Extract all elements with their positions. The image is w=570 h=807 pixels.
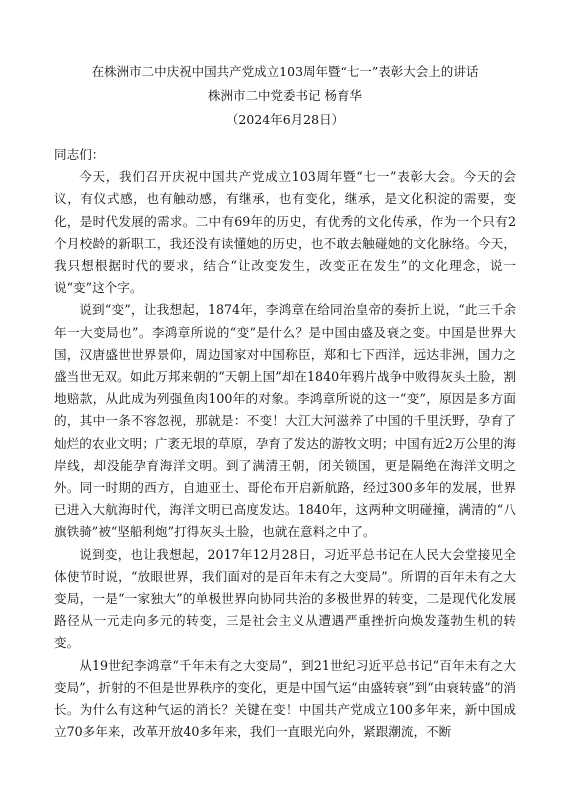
salutation: 同志们： <box>54 147 105 162</box>
speech-title: 在株洲市二中庆祝中国共产党成立103周年暨“七一”表彰大会上的讲话 <box>91 64 479 79</box>
paragraph: 从19世纪李鸿章“千年未有之大变局”，到21世纪习近平总书记“百年未有之大变局”，折射的不但是世界秩序的变化，更是中国气运“由盛转衰”到“由衰转盛”的消长。为什么有这种气运的消长？关键在变！中国共产党成立100多年来，新中国成立70多年来，改革开放40多年来，我们一直眼光向外，紧跟潮流，不断 <box>54 657 516 740</box>
paragraph: 今天，我们召开庆祝中国共产党成立103周年暨“七一”表彰大会。今天的会议，有仪式感，也有触动感，有继承，也有变化，继承，是文化积淀的需要，变化，是时代发展的需求。二中有69年的历史，有优秀的文化传承，作为一个只有2个月校龄的新职工，我还没有读懂她的历史，也不敢去触碰她的文化脉络。今天，我只想根据时代的要求，结合“让改变发生，改变正在发生”的文化理念，说一说“变”这个字。 <box>54 169 516 296</box>
paragraph: 说到“变”，让我想起，1874年，李鸿章在给同治皇帝的奏折上说，“此三千余年一大变局也”。李鸿章所说的“变”是什么？是中国由盛及衰之变。中国是世界大国，汉唐盛世世界景仰，周边国家对中国称臣，郑和七下西洋，远达非洲，国力之盛当世无双。如此万邦来朝的“天朝上国”却在1840年鸦片战争中败得灰头土脸，割地赔款，从此成为列强鱼肉100年的对象。李鸿章所说的这一“变”，原因是多方面的，其中一条不容忽视，那就是：不变！大江大河滋养了中国的千里沃野，孕育了灿烂的农业文明；广袤无垠的草原，孕育了发达的游牧文明；中国有近2万公里的海岸线，却没能孕育海洋文明。到了满清王朝，闭关锁国，更是隔绝在海洋文明之外。同一时期的西方，自迪亚士、哥伦布开启新航路，经过300多年的发展，世界已进入大航海时代，海洋文明已高度发达。1840年，这两种文明碰撞，满清的“八旗铁骑”被“坚船利炮”打得灰头土脸，也就在意料之中了。 <box>54 302 516 540</box>
speech-date: （2024年6月28日） <box>225 112 345 127</box>
speaker-line: 株洲市二中党委书记 杨育华 <box>208 88 362 103</box>
paragraph: 说到变，也让我想起，2017年12月28日，习近平总书记在人民大会堂接见全体使节时说，“放眼世界，我们面对的是百年未有之大变局”。所谓的百年未有之大变局，一是“一家独大”的单极世界向协同共治的多极世界的转变，二是现代化发展路径从一元走向多元的转变，三是社会主义从遭遇严重挫折向焕发蓬勃生机的转变。 <box>54 546 516 651</box>
speech-header <box>0 60 570 132</box>
speech-body <box>54 144 516 743</box>
